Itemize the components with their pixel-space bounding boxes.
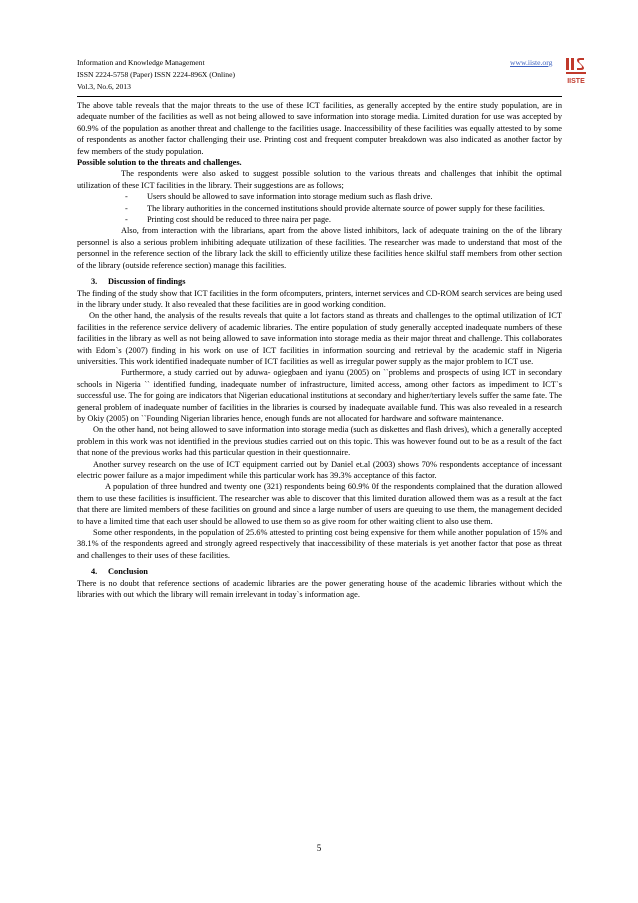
journal-url-link[interactable]: www.iiste.org	[510, 58, 553, 67]
list-item: - Printing cost should be reduced to three naira per page.	[125, 215, 331, 225]
iiste-logo-icon	[563, 56, 589, 86]
page-number: 5	[316, 843, 322, 853]
header-divider	[77, 96, 562, 97]
paragraph: The respondents were also asked to suggest possible solution to the various threats and challenges that inhibit the optimal utilization of these ICT facilities in the library. Their suggestions are as follows;	[77, 169, 562, 190]
dash-bullet: -	[125, 192, 128, 202]
paragraph: A population of three hundred and twenty one (321) respondents being 60.9% 0f the respondents complained that the duration allowed them to use these facilities is insufficient. The researcher was able to discover that this limited duration allowed them was as a result at the fact that there are limited members of these facilities on ground and since a large number of users are queuing to use them, the management decided to have a limited time that each user should be allowed to use them so as give room for other waiting client to also use them.	[77, 482, 562, 526]
list-item: - Users should be allowed to save information into storage medium such as flash drive.	[125, 192, 433, 202]
paragraph: Some other respondents, in the population of 25.6% attested to printing cost being expensive for them while another population of 15% and 38.1% of the respondents agreed and strongly agreed respectively that inaccessibility of these materials is yet another factor that pose as threat and challenges to their uses of these facilities.	[77, 528, 562, 560]
logo-text: IISTE	[567, 78, 585, 85]
paragraph: The finding of the study show that ICT facilities in the form ofcomputers, printers, internet services and CD-ROM search services are being used in the library under study. It also revealed that these facilities are in good working condition.	[77, 288, 562, 309]
section-heading-discussion: 3. Discussion of findings	[91, 277, 186, 287]
paragraph: The above table reveals that the major threats to the use of these ICT facilities, as generally accepted by the entire study population, are in adequate number of the facilities as well as not being allowed to save information into storage media. Limited duration for use was accepted by 60.9% of the population as another threat and challenge to the facilities usage. Inaccessibility of these facilities was equally attested to by some of respondents as another factor challenging their use. Printing cost and frequent computer breakdown was also indicated as another factor by few members of the study population.	[77, 101, 562, 156]
issn-line: ISSN 2224-5758 (Paper) ISSN 2224-896X (Online)	[77, 70, 235, 79]
article-body	[77, 100, 562, 600]
paragraph: On the other hand, the analysis of the results reveals that quite a lot factors stand as threats and challenges to the optimal utilization of ICT facilities in the reference service delivery of academic libraries. The entire population of study generally accepted inadequate numbers of these facilities in the library as well as not being allowed to save information into storage media as their major threat and challenge. This collaborates with Edom`s (2007) finding in his work on use of ICT facilities in information sourcing and retrieval by the academic staff in Nigeria universities. This work identified inadequate number of ICT facilities as well as irregular power supply as the major problem to ICT use.	[77, 311, 562, 366]
paragraph: Furthermore, a study carried out by aduwa- ogiegbaen and iyanu (2005) on ``problems and prospects of using ICT in secondary schools in Nigeria `` identified funding, inadequate number of infrastructure, limited access, among other factors as impediment to ICT`s successful use. The for going are indicators that Nigerian educational institutions at secondary and higher/tertiary levels suffer the same fate. The general problem of inadequate number of facilities in the libraries is coursed by inadequate available fund. This was also revealed in a research by Okiy (2005) on ``Founding Nigerian libraries hence, enough funds are not allocated for hardware and software maintenance.	[77, 368, 562, 423]
suggestion-list	[77, 191, 562, 225]
subheading-solutions: Possible solution to the threats and challenges.	[77, 158, 242, 168]
paragraph: Another survey research on the use of ICT equipment carried out by Daniel et.al (2003) shows 70% respondents acceptance of incessant electric power failure as a major impediment while this particular work has 39.3% acceptance of this factor.	[77, 459, 562, 480]
section-heading-conclusion: 4. Conclusion	[91, 567, 148, 577]
volume-line: Vol.3, No.6, 2013	[77, 82, 131, 91]
journal-title: Information and Knowledge Management	[77, 58, 205, 67]
dash-bullet: -	[125, 215, 128, 225]
list-item: - The library authorities in the concerned institutions should provide alternate source of power supply for these facilities.	[125, 203, 545, 213]
paragraph: On the other hand, not being allowed to save information into storage media (such as diskettes and flash drives), which a generally accepted problem in this work was not identified in the previous studies carried out on this topic. This was however found out to be as a result of the fact that none of the previous works had this particular question in their questionnaire.	[77, 425, 562, 458]
paragraph: There is no doubt that reference sections of academic libraries are the power generating house of the academic libraries without which the libraries with out which the library will remain irrelevant in today`s information age.	[77, 578, 562, 600]
dash-bullet: -	[125, 203, 128, 213]
paragraph: Also, from interaction with the librarians, apart from the above listed inhibitors, lack of adequate training on the of the library personnel is also a serious problem inhibiting adequate utilization of these facilities. The researcher was made to understand that most of the personnel in the reference section of the library lack the skill to efficiently utilize these facilities hence skilful staff members from other section of the library (outside reference section) manage this facilities.	[77, 226, 562, 270]
